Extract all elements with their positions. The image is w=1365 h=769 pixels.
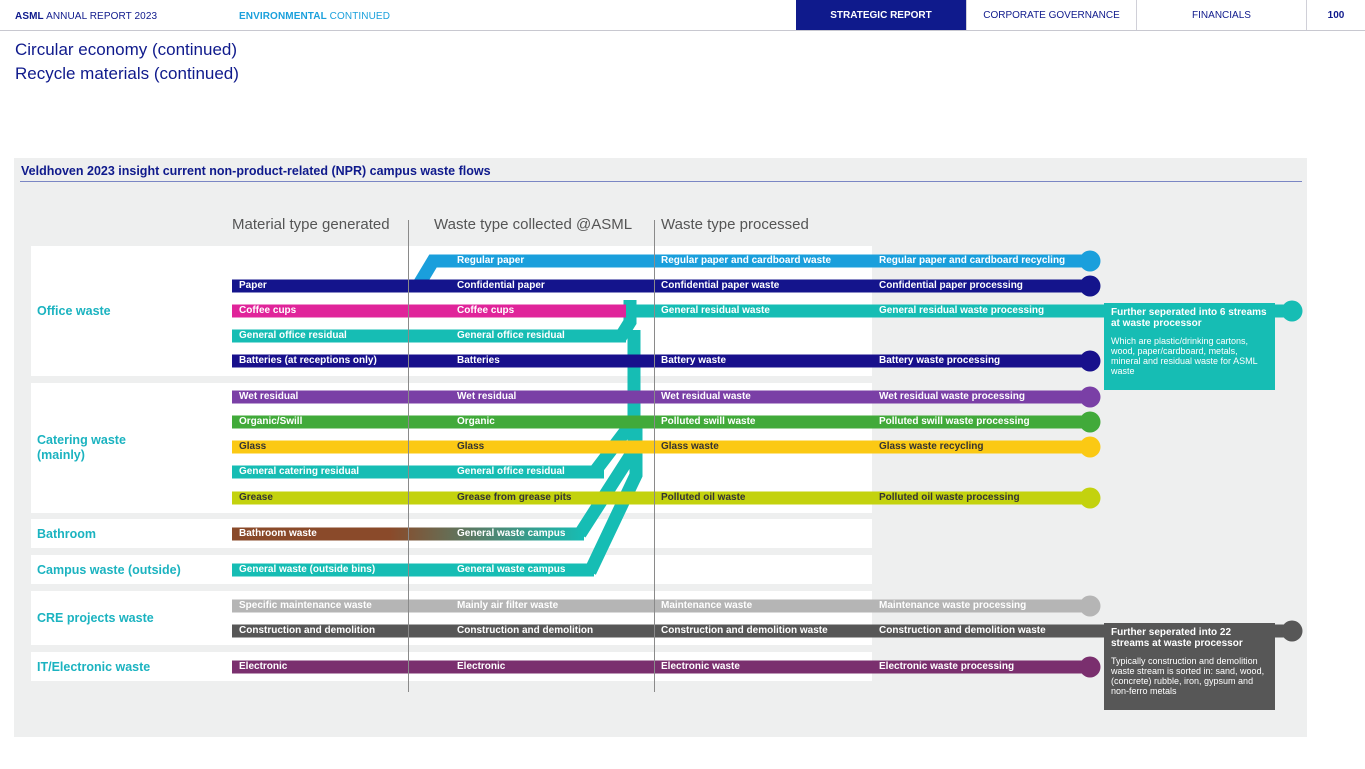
flow-label-processed: Construction and demolition waste xyxy=(661,625,828,636)
note-22-streams-heading: Further seperated into 22 streams at waste processor xyxy=(1111,627,1243,649)
flow-label-destination: Polluted swill waste processing xyxy=(879,416,1030,427)
nav-strategic-report[interactable]: STRATEGIC REPORT xyxy=(796,0,966,30)
flow-label-destination: Battery waste processing xyxy=(879,355,1001,366)
flow-label-processed: Maintenance waste xyxy=(661,600,753,611)
flow-endpoint xyxy=(1282,621,1303,642)
flow-endpoint xyxy=(1080,437,1101,458)
group-label-it: IT/Electronic waste xyxy=(37,660,151,674)
flow-endpoint xyxy=(1080,276,1101,297)
flow-label-destination: Confidential paper processing xyxy=(879,280,1023,291)
flow-endpoint xyxy=(1080,488,1101,509)
flow-label-collected: General waste campus xyxy=(457,528,566,539)
note-22-streams-body: Typically construction and demolition waste stream is sorted in: sand, wood, (concrete) rubble, iron, gypsum and non-ferro metals xyxy=(1111,656,1265,696)
flow-endpoint xyxy=(1080,251,1101,272)
flow-label-collected: Wet residual xyxy=(457,391,517,402)
flow-label-material: General waste (outside bins) xyxy=(239,564,376,575)
flow-label-material: Wet residual xyxy=(239,391,299,402)
flow-label-destination: Electronic waste processing xyxy=(879,661,1015,672)
flow-label-destination: Polluted oil waste processing xyxy=(879,492,1020,503)
nav-corporate-governance[interactable]: CORPORATE GOVERNANCE xyxy=(966,0,1136,30)
section-name: ENVIRONMENTAL xyxy=(239,11,327,22)
group-label-campus: Campus waste (outside) xyxy=(37,563,181,577)
flow-endpoint xyxy=(1080,412,1101,433)
note-six-streams-heading: Further seperated into 6 streams at waste processor xyxy=(1111,307,1267,329)
flow-label-processed: Wet residual waste xyxy=(661,391,751,402)
flow-label-destination: Maintenance waste processing xyxy=(879,600,1027,611)
flow-label-collected: Glass xyxy=(457,441,485,452)
diagram-title: Veldhoven 2023 insight current non-product-related (NPR) campus waste flows xyxy=(21,164,491,178)
flow-label-collected: Organic xyxy=(457,416,495,427)
nav-financials[interactable]: FINANCIALS xyxy=(1136,0,1306,30)
flow-label-destination: Construction and demolition waste xyxy=(879,625,1046,636)
flow-label-collected: General office residual xyxy=(457,466,565,477)
flow-label-collected: Grease from grease pits xyxy=(457,492,572,503)
flow-label-material: Grease xyxy=(239,492,273,503)
flow-label-collected: Coffee cups xyxy=(457,305,515,316)
flow-label-material: Batteries (at receptions only) xyxy=(239,355,377,366)
flow-label-processed: Glass waste xyxy=(661,441,719,452)
column-header-processed: Waste type processed xyxy=(661,216,809,233)
flow-label-material: Glass xyxy=(239,441,267,452)
flow-label-material: Electronic xyxy=(239,661,288,672)
flow-label-collected: Mainly air filter waste xyxy=(457,600,559,611)
group-label-bathroom: Bathroom xyxy=(37,527,97,541)
flow-label-processed: General residual waste xyxy=(661,305,770,316)
flow-label-processed: Battery waste xyxy=(661,355,727,366)
flow-label-collected: General office residual xyxy=(457,330,565,341)
note-six-streams-body: Which are plastic/drinking cartons, wood, paper/cardboard, metals, mineral and residual waste for ASML waste xyxy=(1111,336,1258,376)
flow-label-destination: General residual waste processing xyxy=(879,305,1045,316)
column-divider-1 xyxy=(408,220,409,692)
flow-label-processed: Polluted swill waste xyxy=(661,416,756,427)
note-six-streams xyxy=(1104,303,1275,390)
group-label-catering: Catering waste (mainly) xyxy=(37,433,126,462)
flow-label-collected: Construction and demolition xyxy=(457,625,594,636)
page-title: Circular economy (continued) xyxy=(15,40,238,59)
report-name: ANNUAL REPORT 2023 xyxy=(46,11,158,22)
brand-name: ASML xyxy=(15,11,44,22)
flow-endpoint xyxy=(1080,387,1101,408)
flow-label-collected: Electronic xyxy=(457,661,506,672)
flow-label-destination: Wet residual waste processing xyxy=(879,391,1025,402)
flow-endpoint xyxy=(1080,351,1101,372)
page-subtitle: Recycle materials (continued) xyxy=(15,64,239,83)
flow-label-material: Bathroom waste xyxy=(239,528,317,539)
flow-label-processed: Polluted oil waste xyxy=(661,492,746,503)
note-22-streams xyxy=(1104,623,1275,710)
flow-label-material: Organic/Swill xyxy=(239,416,303,427)
flow-label-destination: Regular paper and cardboard recycling xyxy=(879,255,1066,266)
flow-label-material: Coffee cups xyxy=(239,305,297,316)
flow-endpoint xyxy=(1080,596,1101,617)
flow-label-material: General catering residual xyxy=(239,466,360,477)
flow-label-material: General office residual xyxy=(239,330,347,341)
page-number: 100 xyxy=(1306,0,1365,30)
flow-label-collected: Regular paper xyxy=(457,255,525,266)
flow-label-material: Specific maintenance waste xyxy=(239,600,372,611)
flow-label-processed: Regular paper and cardboard waste xyxy=(661,255,832,266)
flow-label-processed: Confidential paper waste xyxy=(661,280,780,291)
column-divider-2 xyxy=(654,220,655,692)
group-label-cre: CRE projects waste xyxy=(37,611,154,625)
flow-endpoint-general-residual xyxy=(1282,301,1303,322)
group-label-office: Office waste xyxy=(37,304,111,318)
flow-label-collected: Confidential paper xyxy=(457,280,545,291)
flow-label-destination: Glass waste recycling xyxy=(879,441,984,452)
flow-label-processed: Electronic waste xyxy=(661,661,740,672)
flow-label-material: Construction and demolition xyxy=(239,625,376,636)
flow-label-collected: Batteries xyxy=(457,355,500,366)
flow-label-material: Paper xyxy=(239,280,267,291)
section-suffix: CONTINUED xyxy=(329,11,391,22)
column-header-material: Material type generated xyxy=(232,216,390,233)
flow-endpoint xyxy=(1080,657,1101,678)
column-header-collected: Waste type collected @ASML xyxy=(434,216,633,233)
flow-label-collected: General waste campus xyxy=(457,564,566,575)
